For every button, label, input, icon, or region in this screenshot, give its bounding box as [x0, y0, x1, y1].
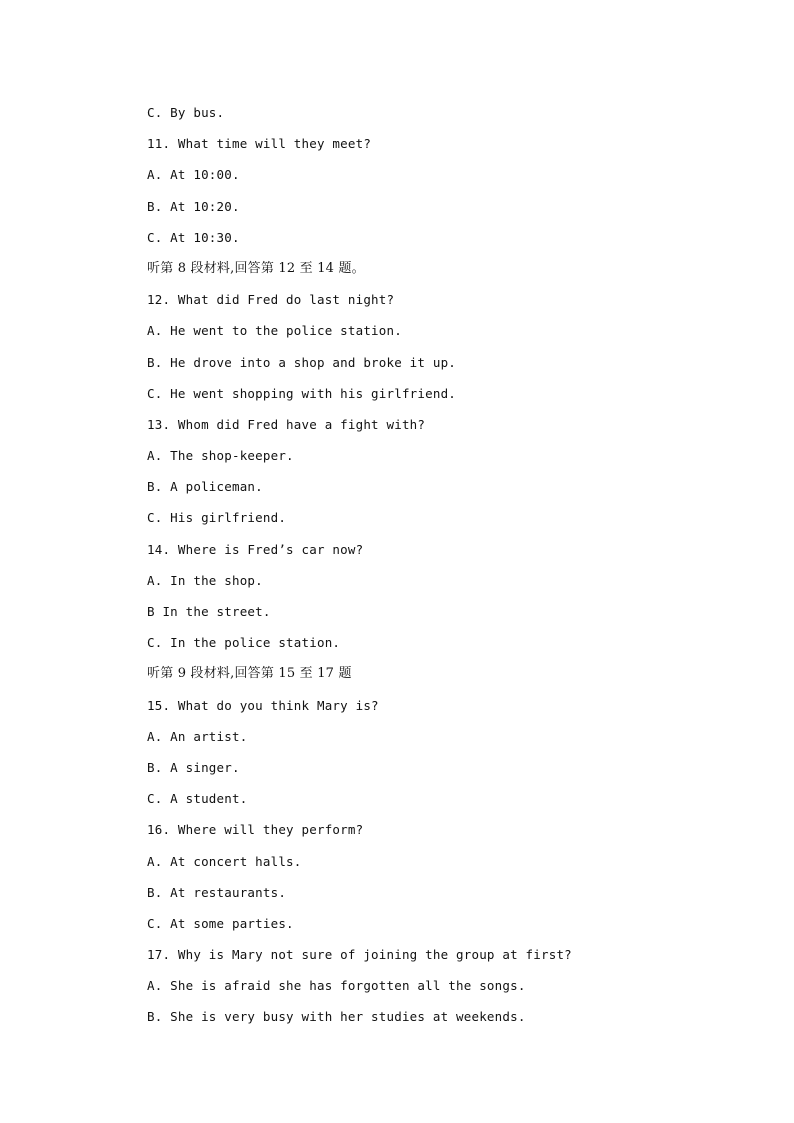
option-line: A. He went to the police station. [147, 323, 402, 339]
question-line: 12. What did Fred do last night? [147, 292, 395, 308]
question-line: 14. Where is Fred’s car now? [147, 541, 364, 557]
option-line: B. At restaurants. [147, 884, 287, 900]
option-line: B. He drove into a shop and broke it up. [147, 354, 457, 370]
question-line: 13. Whom did Fred have a fight with? [147, 416, 426, 432]
option-line: C. A student. [147, 791, 248, 807]
option-line: A. She is afraid she has forgotten all the songs. [147, 978, 526, 994]
option-line: B. A policeman. [147, 479, 263, 495]
option-line: B. She is very busy with her studies at weekends. [147, 1009, 526, 1025]
option-line: A. An artist. [147, 728, 248, 744]
option-line: A. At concert halls. [147, 853, 302, 869]
option-line: A. The shop-keeper. [147, 448, 294, 464]
option-line: A. In the shop. [147, 572, 263, 588]
option-line: B. At 10:20. [147, 198, 240, 214]
option-line: B. A singer. [147, 759, 240, 775]
option-line: C. He went shopping with his girlfriend. [147, 385, 457, 401]
option-line: C. By bus. [147, 105, 225, 120]
question-line: 16. Where will they perform? [147, 822, 364, 838]
option-line: B In the street. [147, 604, 271, 619]
option-line: C. His girlfriend. [147, 510, 287, 526]
option-line: A. At 10:00. [147, 167, 240, 183]
document-body [147, 102, 747, 1038]
option-line: C. In the police station. [147, 635, 341, 651]
section-heading: 听第 8 段材料,回答第 12 至 14 题。 [147, 260, 365, 276]
option-line: C. At 10:30. [147, 229, 240, 245]
section-heading: 听第 9 段材料,回答第 15 至 17 题 [147, 666, 352, 682]
question-line: 17. Why is Mary not sure of joining the group at first? [147, 947, 572, 963]
question-line: 11. What time will they meet? [147, 136, 372, 152]
question-line: 15. What do you think Mary is? [147, 697, 379, 713]
option-line: C. At some parties. [147, 915, 294, 931]
